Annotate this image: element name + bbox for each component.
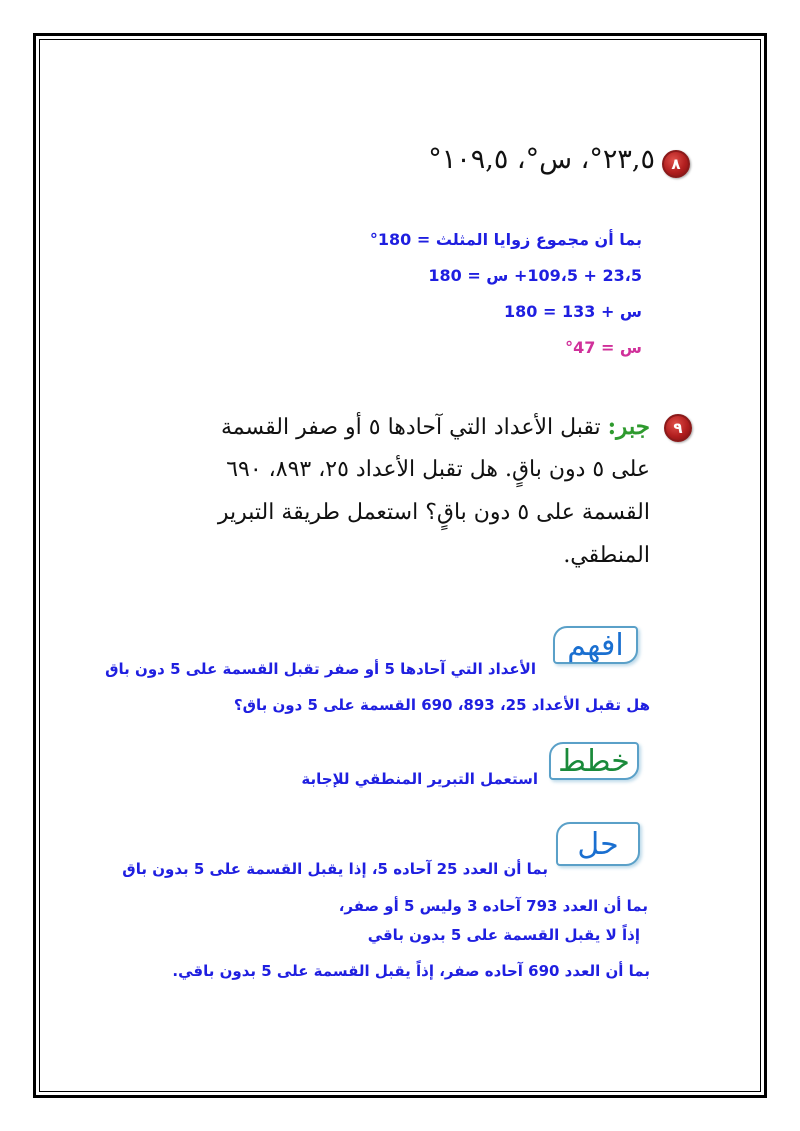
problem-9-number-badge: ٩: [664, 414, 692, 442]
problem-9-text-1: تقبل الأعداد التي آحادها ٥ أو صفر القسمة: [221, 415, 601, 440]
problem-8-angles: ٢٣,٥°، س°، ١٠٩,٥°: [428, 144, 655, 175]
problem-9-line-4: المنطقي.: [563, 543, 650, 568]
problem-9-line-2: على ٥ دون باقٍ. هل تقبل الأعداد ٢٥، ٨٩٣، ٦٩٠: [226, 457, 650, 482]
problem-9-line-1: [221, 405, 650, 449]
understand-line-2: هل تقبل الأعداد 25، 893، 690 القسمة على 5 دون باق؟: [233, 696, 650, 714]
solve-step-box: حل: [556, 822, 640, 866]
solve-line-1: بما أن العدد 25 آحاده 5، إذا يقبل القسمة على 5 بدون باق: [122, 860, 548, 878]
solve-line-4: بما أن العدد 690 آحاده صفر، إذاً يقبل القسمة على 5 بدون باقي.: [172, 962, 650, 980]
understand-line-1: الأعداد التي آحادها 5 أو صفر تقبل القسمة على 5 دون باق: [105, 660, 536, 678]
p8-answer: س = 47°: [565, 338, 642, 357]
problem-8-number-badge: ٨: [662, 150, 690, 178]
solve-line-3: إذاً لا يقبل القسمة على 5 بدون باقي: [367, 926, 640, 944]
plan-step-box: خطط: [549, 742, 639, 780]
problem-9-line-3: القسمة على ٥ دون باقٍ؟ استعمل طريقة التبرير: [217, 500, 650, 525]
p8-solution-line-2: 23،5 + 109،5+ س = 180: [428, 266, 642, 285]
p8-solution-line-3: س + 133 = 180: [504, 302, 642, 321]
solve-line-2: بما أن العدد 793 آحاده 3 وليس 5 أو صفر،: [338, 897, 648, 915]
p8-solution-line-1: بما أن مجموع زوايا المثلث = 180°: [369, 230, 642, 249]
problem-9-label: جبر:: [607, 413, 650, 440]
plan-line-1: استعمل التبرير المنطقي للإجابة: [301, 770, 538, 788]
understand-step-box: افهم: [553, 626, 638, 664]
